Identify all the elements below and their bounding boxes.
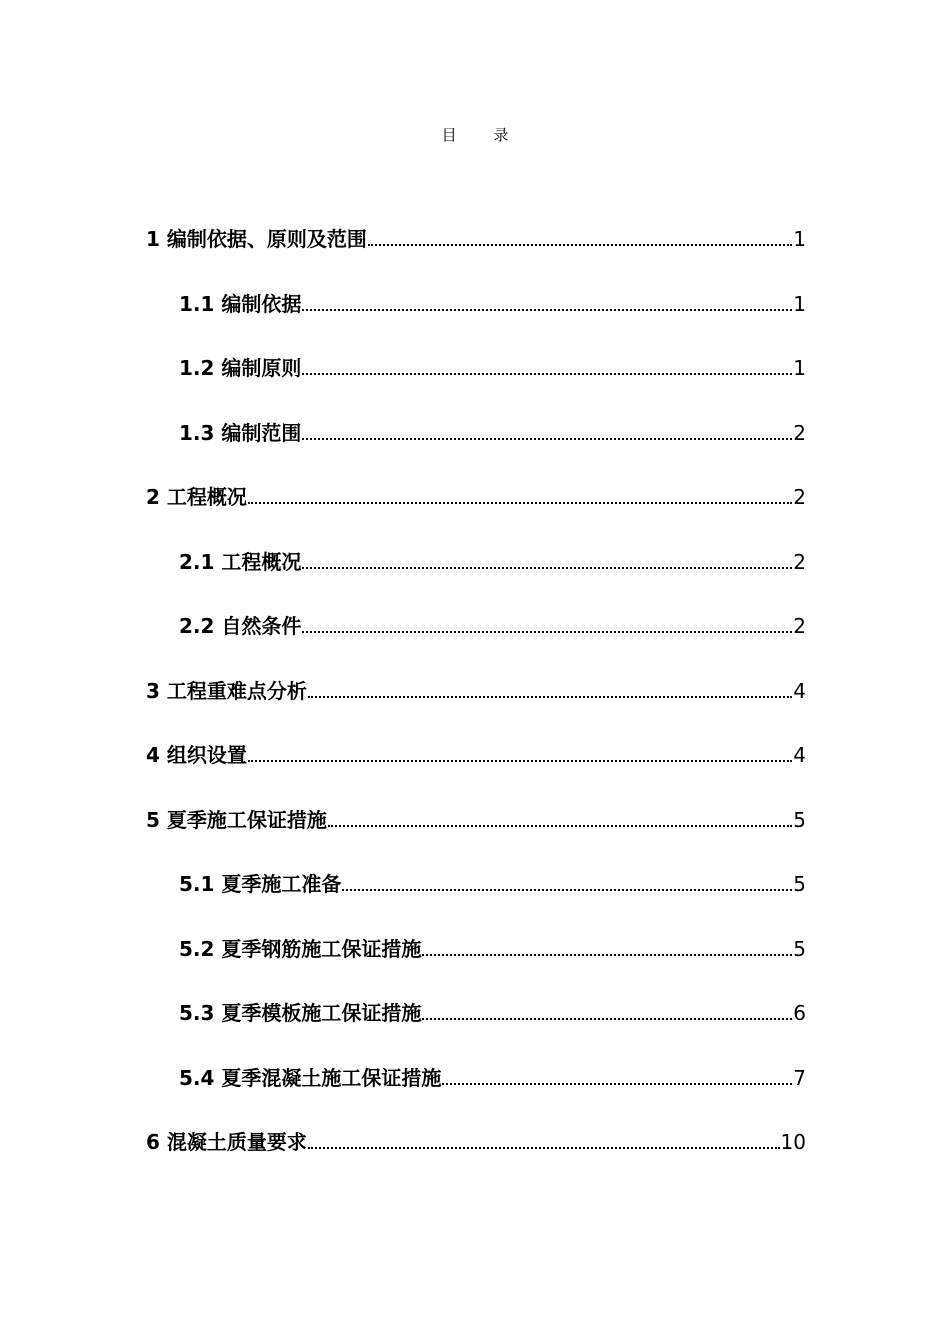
toc-entry-label: 5.1 夏季施工准备 (179, 872, 342, 896)
toc-entry-label: 2.1 工程概况 (179, 550, 302, 574)
toc-entry[interactable] (146, 674, 806, 704)
toc-leader-dots (342, 888, 792, 891)
toc-entry[interactable] (179, 932, 806, 962)
toc-entry-label: 1 编制依据、原则及范围 (146, 227, 367, 251)
toc-leader-dots (302, 372, 792, 375)
toc-entry-page: 5 (793, 872, 806, 896)
toc-entry-page: 4 (793, 743, 806, 767)
toc-entry[interactable] (146, 738, 806, 768)
toc-leader-dots (308, 695, 792, 698)
toc-entry-page: 6 (793, 1001, 806, 1025)
toc-entry[interactable] (146, 222, 806, 252)
toc-leader-dots (302, 437, 792, 440)
toc-leader-dots (422, 953, 792, 956)
toc-entry-page: 2 (793, 421, 806, 445)
toc-leader-dots (422, 1017, 792, 1020)
toc-title: 目 录 (441, 126, 525, 144)
toc-leader-dots (368, 243, 792, 246)
toc-entry[interactable] (179, 867, 806, 897)
toc-entry-label: 5 夏季施工保证措施 (146, 808, 327, 832)
toc-entry-label: 5.4 夏季混凝土施工保证措施 (179, 1066, 442, 1090)
toc-leader-dots (302, 566, 792, 569)
toc-entry-label: 1.3 编制范围 (179, 421, 302, 445)
toc-entry[interactable] (179, 416, 806, 446)
toc-entry-page: 1 (793, 227, 806, 251)
toc-entry-page: 2 (793, 485, 806, 509)
toc-entry-page: 1 (793, 356, 806, 380)
toc-entry[interactable] (179, 287, 806, 317)
toc-leader-dots (328, 824, 792, 827)
toc-entry-label: 4 组织设置 (146, 743, 247, 767)
toc-entry-label: 1.2 编制原则 (179, 356, 302, 380)
toc-entry[interactable] (146, 1125, 806, 1155)
toc-entry-page: 5 (793, 937, 806, 961)
toc-entry-label: 5.2 夏季钢筋施工保证措施 (179, 937, 422, 961)
toc-entry-label: 2 工程概况 (146, 485, 247, 509)
toc-entry-label: 6 混凝土质量要求 (146, 1130, 307, 1154)
toc-entry-page: 5 (793, 808, 806, 832)
toc-entry-label: 5.3 夏季模板施工保证措施 (179, 1001, 422, 1025)
toc-entry[interactable] (179, 996, 806, 1026)
toc-leader-dots (248, 759, 792, 762)
toc-leader-dots (248, 501, 792, 504)
toc-entry[interactable] (179, 351, 806, 381)
toc-leader-dots (302, 308, 792, 311)
toc-entry-page: 2 (793, 614, 806, 638)
toc-entry-page: 7 (793, 1066, 806, 1090)
toc-entry-page: 4 (793, 679, 806, 703)
toc-leader-dots (302, 630, 792, 633)
toc-entry[interactable] (179, 545, 806, 575)
toc-leader-dots (442, 1082, 792, 1085)
toc-entry-page: 2 (793, 550, 806, 574)
toc-entry[interactable] (146, 803, 806, 833)
toc-entry-page: 10 (780, 1130, 806, 1154)
toc-entry[interactable] (146, 480, 806, 510)
toc-entry-label: 3 工程重难点分析 (146, 679, 307, 703)
toc-entry-page: 1 (793, 292, 806, 316)
toc-entry[interactable] (179, 609, 806, 639)
toc-leader-dots (308, 1146, 780, 1149)
toc-entry-label: 1.1 编制依据 (179, 292, 302, 316)
toc-entry-label: 2.2 自然条件 (179, 614, 302, 638)
toc-entry[interactable] (179, 1061, 806, 1091)
